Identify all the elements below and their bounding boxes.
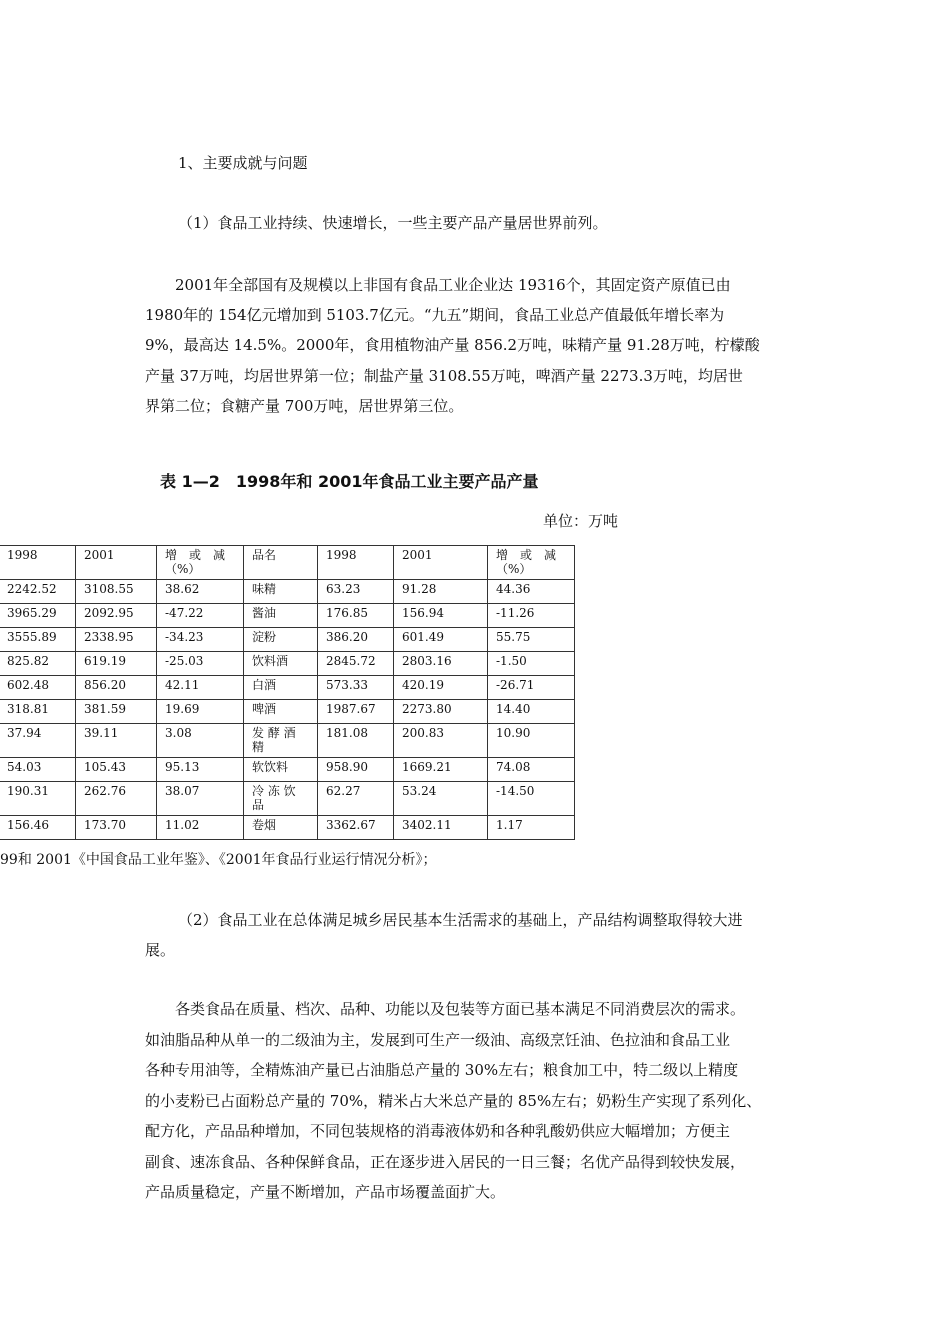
table-source-note: 99和 2001《中国食品工业年鉴》、《2001年食品行业运行情况分析》； — [0, 852, 437, 868]
table-cell: 3555.89 — [0, 628, 76, 652]
product-name-cell: 啤酒 — [244, 700, 318, 724]
paragraph-2-line: 各类食品在质量、档次、品种、功能以及包装等方面已基本满足不同消费层次的需求。 — [175, 1000, 746, 1018]
table-row — [0, 758, 575, 782]
paragraph-1-line: 2001年全部国有及规模以上非国有食品工业企业达 19316个，其固定资产原值已由 — [175, 276, 731, 294]
table-cell: -26.71 — [488, 676, 575, 700]
subheading-1: （1）食品工业持续、快速增长，一些主要产品产量居世界前列。 — [178, 214, 608, 232]
table-row — [0, 700, 575, 724]
header-cell: 2001 — [394, 546, 488, 580]
header-cell: 增 或 减（%） — [488, 546, 575, 580]
table-cell: -14.50 — [488, 782, 575, 816]
table-cell: 2092.95 — [76, 604, 157, 628]
paragraph-1-line: 9%，最高达 14.5%。2000年，食用植物油产量 856.2万吨，味精产量 91.28万吨，柠檬酸 — [145, 336, 760, 354]
table-cell: 1669.21 — [394, 758, 488, 782]
table-cell: 318.81 — [0, 700, 76, 724]
table-cell: 2845.72 — [318, 652, 394, 676]
table-cell: 3362.67 — [318, 816, 394, 840]
table-cell: 95.13 — [157, 758, 244, 782]
table-cell: 2242.52 — [0, 580, 76, 604]
paragraph-2-line: 的小麦粉已占面粉总产量的 70%，精米占大米总产量的 85%左右；奶粉生产实现了系列化、 — [145, 1092, 762, 1110]
paragraph-2-line: 如油脂品种从单一的二级油为主，发展到可生产一级油、高级烹饪油、色拉油和食品工业 — [145, 1031, 731, 1049]
table-cell: 173.70 — [76, 816, 157, 840]
table-cell: 958.90 — [318, 758, 394, 782]
subheading-2-line: （2）食品工业在总体满足城乡居民基本生活需求的基础上，产品结构调整取得较大进 — [178, 911, 743, 929]
table-cell: 37.94 — [0, 724, 76, 758]
table-cell: 420.19 — [394, 676, 488, 700]
header-cell: 1998 — [0, 546, 76, 580]
table-cell: 53.24 — [394, 782, 488, 816]
table-unit: 单位：万吨 — [543, 512, 619, 530]
header-cell: 增 或 减（%） — [157, 546, 244, 580]
table-cell: -25.03 — [157, 652, 244, 676]
table-cell: 3.08 — [157, 724, 244, 758]
section-heading: 1、主要成就与问题 — [178, 154, 308, 172]
table-row — [0, 652, 575, 676]
table-cell: 200.83 — [394, 724, 488, 758]
table-cell: 105.43 — [76, 758, 157, 782]
product-name-cell: 发 酵 酒 精 — [244, 724, 318, 758]
table-cell: 262.76 — [76, 782, 157, 816]
table-body — [0, 546, 575, 840]
table-cell: 156.46 — [0, 816, 76, 840]
table-cell: 91.28 — [394, 580, 488, 604]
table-cell: 825.82 — [0, 652, 76, 676]
table-cell: 176.85 — [318, 604, 394, 628]
table-cell: 2273.80 — [394, 700, 488, 724]
header-cell: 2001 — [76, 546, 157, 580]
table-cell: 54.03 — [0, 758, 76, 782]
table-cell: 619.19 — [76, 652, 157, 676]
table-cell: 14.40 — [488, 700, 575, 724]
table-cell: -47.22 — [157, 604, 244, 628]
table-cell: 573.33 — [318, 676, 394, 700]
table-cell: 39.11 — [76, 724, 157, 758]
product-name-cell: 淀粉 — [244, 628, 318, 652]
table-cell: 38.62 — [157, 580, 244, 604]
table-cell: 38.07 — [157, 782, 244, 816]
table-cell: 601.49 — [394, 628, 488, 652]
table-cell: 19.69 — [157, 700, 244, 724]
table-title: 表 1—2 1998年和 2001年食品工业主要产品产量 — [160, 472, 539, 491]
table-cell: 2803.16 — [394, 652, 488, 676]
table-cell: 856.20 — [76, 676, 157, 700]
table-row — [0, 580, 575, 604]
product-name-cell: 酱油 — [244, 604, 318, 628]
product-name-cell: 白酒 — [244, 676, 318, 700]
paragraph-1-line: 界第二位；食糖产量 700万吨，居世界第三位。 — [145, 397, 464, 415]
table-row — [0, 816, 575, 840]
table-header-row — [0, 546, 575, 580]
table-cell: 3402.11 — [394, 816, 488, 840]
table-cell: 63.23 — [318, 580, 394, 604]
table-cell: 11.02 — [157, 816, 244, 840]
table-row — [0, 676, 575, 700]
table-cell: 1987.67 — [318, 700, 394, 724]
table-cell: 3108.55 — [76, 580, 157, 604]
product-name-cell: 饮料酒 — [244, 652, 318, 676]
subheading-2-line: 展。 — [145, 941, 176, 959]
paragraph-2-line: 配方化，产品品种增加，不同包装规格的消毒液体奶和各种乳酸奶供应大幅增加；方便主 — [145, 1122, 731, 1140]
product-name-cell: 冷 冻 饮 品 — [244, 782, 318, 816]
table-cell: 10.90 — [488, 724, 575, 758]
table-cell: 74.08 — [488, 758, 575, 782]
paragraph-2-line: 各种专用油等，全精炼油产量已占油脂总产量的 30%左右；粮食加工中，特二级以上精度 — [145, 1061, 739, 1079]
table-cell: 3965.29 — [0, 604, 76, 628]
paragraph-1-line: 1980年的 154亿元增加到 5103.7亿元。“九五”期间，食品工业总产值最低年增长率为 — [145, 306, 725, 324]
table-cell: -11.26 — [488, 604, 575, 628]
table-cell: 602.48 — [0, 676, 76, 700]
table-cell: -34.23 — [157, 628, 244, 652]
paragraph-1-line: 产量 37万吨，均居世界第一位；制盐产量 3108.55万吨，啤酒产量 2273.3万吨，均居世 — [145, 367, 743, 385]
table-cell: 2338.95 — [76, 628, 157, 652]
paragraph-2-line: 产品质量稳定，产量不断增加，产品市场覆盖面扩大。 — [145, 1183, 506, 1201]
product-output-table — [0, 545, 575, 840]
table-cell: 190.31 — [0, 782, 76, 816]
product-name-cell: 软饮料 — [244, 758, 318, 782]
table-cell: 156.94 — [394, 604, 488, 628]
table-cell: 44.36 — [488, 580, 575, 604]
table-cell: 42.11 — [157, 676, 244, 700]
table-cell: -1.50 — [488, 652, 575, 676]
table-cell: 181.08 — [318, 724, 394, 758]
paragraph-2-line: 副食、速冻食品、各种保鲜食品，正在逐步进入居民的一日三餐；名优产品得到较快发展， — [145, 1153, 746, 1171]
table-row — [0, 604, 575, 628]
product-name-cell: 味精 — [244, 580, 318, 604]
table-row — [0, 724, 575, 758]
header-cell: 品名 — [244, 546, 318, 580]
table-cell: 381.59 — [76, 700, 157, 724]
table-row — [0, 782, 575, 816]
product-name-cell: 卷烟 — [244, 816, 318, 840]
table-cell: 62.27 — [318, 782, 394, 816]
table-cell: 1.17 — [488, 816, 575, 840]
table-cell: 55.75 — [488, 628, 575, 652]
table-cell: 386.20 — [318, 628, 394, 652]
table-row — [0, 628, 575, 652]
header-cell: 1998 — [318, 546, 394, 580]
